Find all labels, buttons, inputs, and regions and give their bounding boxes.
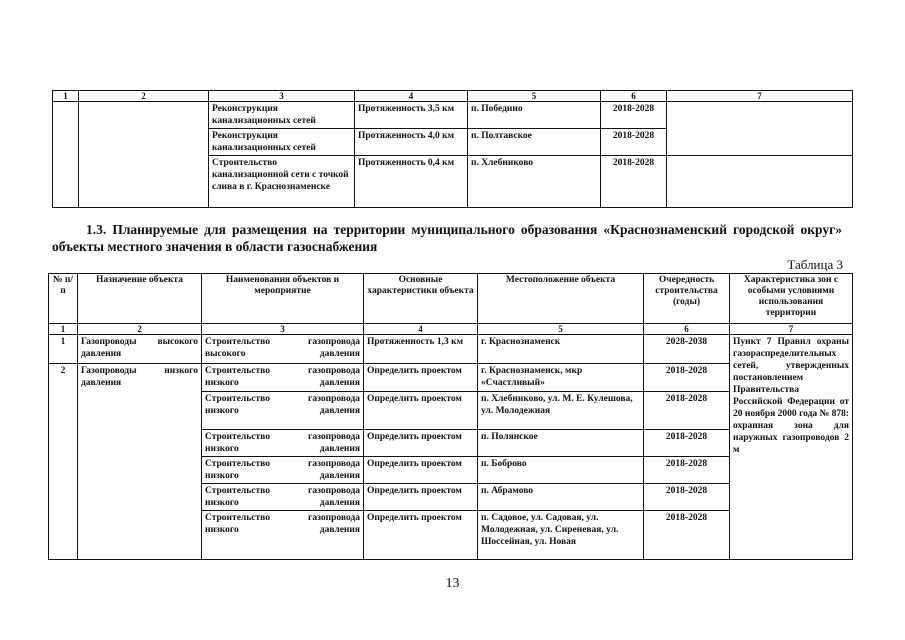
object-years: 2018-2028 [644,511,730,560]
object-location: п. Абрамово [478,484,644,511]
object-name: Строительство газопровода низкого давления [202,392,364,430]
col-num: 3 [202,324,364,335]
object-years: 2028-2038 [644,335,730,364]
header-name: Наименования объектов и мероприятие [202,274,364,324]
row-number: 1 [49,335,78,364]
object-years: 2018-2028 [644,364,730,392]
table-row [49,335,853,364]
object-years: 2018-2028 [601,129,667,156]
object-location: г. Краснознаменск, мкр «Счастливый» [478,364,644,392]
col-num: 2 [79,91,209,102]
col-num: 1 [49,324,78,335]
object-years: 2018-2028 [601,102,667,129]
object-location: п. Хлебниково, ул. М. Е. Кулешова, ул. Молодежная [478,392,644,430]
object-char: Определить проектом [364,430,478,457]
object-name: Строительство газопровода низкого давления [202,364,364,392]
table-row [53,102,853,129]
header-order: Очередность строительства (годы) [644,274,730,324]
empty-cell [667,102,853,156]
empty-cell [667,156,853,208]
col-num: 4 [364,324,478,335]
object-purpose: Газопроводы высокого давления [78,335,202,364]
col-num: 1 [53,91,79,102]
object-char: Определить проектом [364,364,478,392]
col-num: 7 [730,324,853,335]
object-name: Реконструкция канализационных сетей [209,129,355,156]
object-location: п. Победино [468,102,601,129]
header-location: Местоположение объекта [478,274,644,324]
header-zones: Характеристика зон с особыми условиями использования территории [730,274,853,324]
object-name: Строительство газопровода высокого давления [202,335,364,364]
col-num: 2 [78,324,202,335]
header-row [49,274,853,324]
sewer-table [52,90,853,208]
col-num: 5 [468,91,601,102]
object-location: п. Хлебниково [468,156,601,208]
object-name: Строительство газопровода низкого давления [202,457,364,484]
object-char: Определить проектом [364,511,478,560]
object-char: Определить проектом [364,392,478,430]
header-purpose: Назначение объекта [78,274,202,324]
object-char: Определить проектом [364,484,478,511]
empty-cell [79,102,209,208]
object-location: п. Боброво [478,457,644,484]
object-name: Строительство канализационной сети с точкой слива в г. Краснознаменске [209,156,355,208]
object-char: Протяженность 3,5 км [355,102,468,129]
col-num: 5 [478,324,644,335]
empty-cell [53,102,79,208]
object-name: Реконструкция канализационных сетей [209,102,355,129]
object-years: 2018-2028 [601,156,667,208]
column-number-row [53,91,853,102]
row-number: 2 [49,364,78,560]
object-name: Строительство газопровода низкого давления [202,484,364,511]
header-no: № п/п [49,274,78,324]
col-num: 6 [644,324,730,335]
object-years: 2018-2028 [644,430,730,457]
zones-description: Пункт 7 Правил охраны газораспределительных сетей, утвержденных постановлением Правительства Российской Федерации от 20 ноября 2000 года № 878: охранная зона для наружных газопроводов 2 м [730,335,853,560]
column-number-row [49,324,853,335]
object-location: п. Полтавское [468,129,601,156]
object-char: Протяженность 1,3 км [364,335,478,364]
object-years: 2018-2028 [644,484,730,511]
object-location: п. Полянское [478,430,644,457]
col-num: 3 [209,91,355,102]
object-char: Протяженность 0,4 км [355,156,468,208]
object-name: Строительство газопровода низкого давления [202,430,364,457]
object-char: Протяженность 4,0 км [355,129,468,156]
col-num: 6 [601,91,667,102]
object-name: Строительство газопровода низкого давления [202,511,364,560]
section-heading: 1.3. Планируемые для размещения на территории муниципального образования «Краснознаменский городской округ» объекты местного значения в области газоснабжения [52,222,842,254]
object-location: п. Садовое, ул. Садовая, ул. Молодежная, ул. Сиреневая, ул. Шоссейная, ул. Новая [478,511,644,560]
header-char: Основные характеристики объекта [364,274,478,324]
page-number: 13 [445,576,460,591]
col-num: 4 [355,91,468,102]
object-years: 2018-2028 [644,392,730,430]
table-caption: Таблица 3 [787,257,843,272]
gas-table [48,273,853,560]
object-years: 2018-2028 [644,457,730,484]
object-purpose: Газопроводы низкого давления [78,364,202,560]
col-num: 7 [667,91,853,102]
object-char: Определить проектом [364,457,478,484]
object-location: г. Краснознаменск [478,335,644,364]
